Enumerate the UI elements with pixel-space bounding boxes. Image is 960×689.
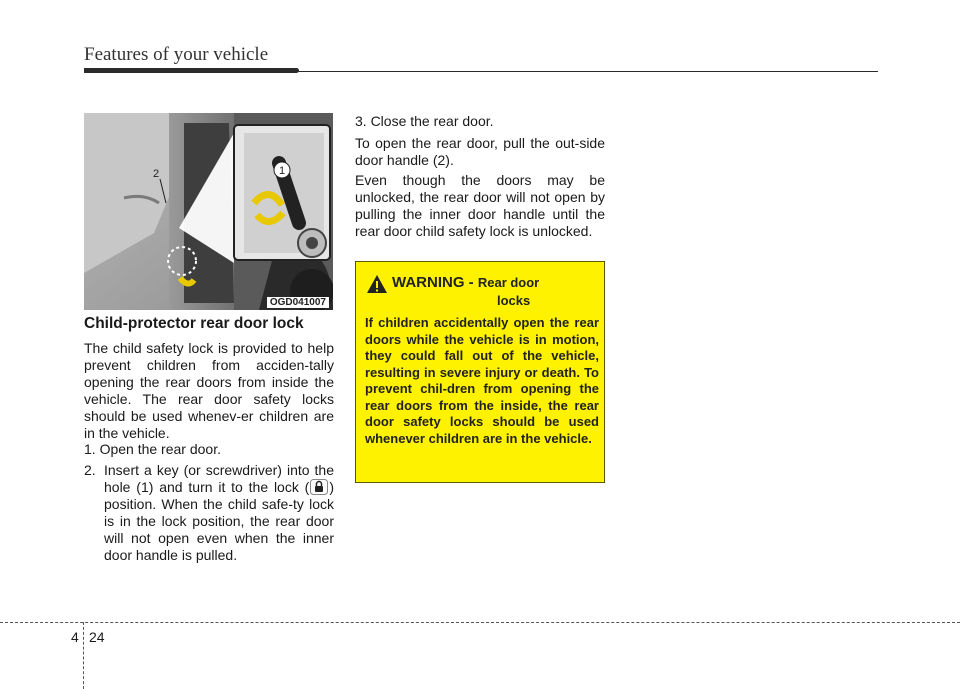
step-2-text-a: Insert a key (or screwdriver) into the hole (1) and turn it to the lock ( xyxy=(104,462,334,495)
warning-subject-1: Rear door xyxy=(477,275,540,290)
figure-code: OGD041007 xyxy=(267,297,329,308)
warning-label-text: WARNING - xyxy=(392,274,474,291)
page-section-number: 4 xyxy=(71,629,79,645)
step-2-text xyxy=(104,462,334,564)
page-number: 24 xyxy=(89,629,105,645)
step-1: 1. Open the rear door. xyxy=(84,441,221,457)
page-header-title: Features of your vehicle xyxy=(84,44,269,65)
warning-box xyxy=(355,261,605,483)
step-2 xyxy=(84,462,334,564)
warning-label xyxy=(392,274,539,291)
door-lock-figure xyxy=(84,113,333,310)
footer-divider xyxy=(83,622,84,689)
door-child-lock-illustration xyxy=(84,113,333,310)
open-door-paragraph: To open the rear door, pull the out-side door handle (2). xyxy=(355,135,605,168)
step-2-number: 2. xyxy=(84,462,96,478)
step-2-text-b: ) position. When the child safe-ty lock is in the lock position, the rear door will not open even when the inner door handle is pulled. xyxy=(104,479,334,563)
callout-2: 2 xyxy=(152,168,160,180)
lock-icon xyxy=(310,479,328,495)
warning-body: If children accidentally open the rear doors while the vehicle is in motion, they could fall out of the vehicle, resulting in severe injury or death. To prevent chil-dren from opening the rear doors from the inside, the rear door safety locks should be used whenever children are in the vehicle. xyxy=(365,315,599,446)
intro-paragraph: The child safety lock is provided to help prevent children from acciden-tally opening the rear doors from inside the vehicle. The rear door safety locks should be used whenev-er children are in the vehicle. xyxy=(84,340,334,441)
header-rule xyxy=(84,71,878,72)
warning-subject-2: locks xyxy=(497,293,531,308)
warning-triangle-icon xyxy=(366,274,388,294)
unlock-note-paragraph: Even though the doors may be unlocked, the rear door will not open by pulling the inner door handle until the rear door child safety lock is unlocked. xyxy=(355,172,605,239)
section-heading: Child-protector rear door lock xyxy=(84,315,304,332)
footer-rule xyxy=(0,622,960,623)
step-3: 3. Close the rear door. xyxy=(355,113,494,129)
callout-1: 1 xyxy=(278,165,286,177)
